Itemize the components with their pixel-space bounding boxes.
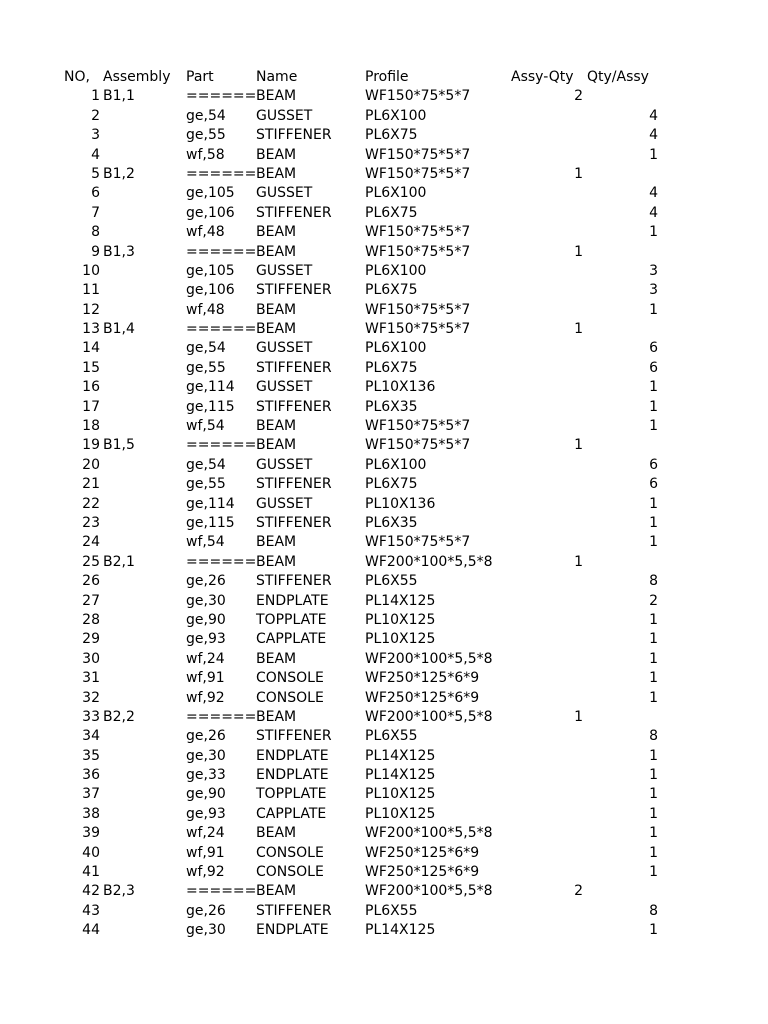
cell-assembly: B1,1: [103, 88, 135, 105]
cell-name: BEAM: [256, 418, 297, 435]
table-row: [0, 436, 768, 455]
cell-qty-per-assy: 1: [649, 650, 658, 667]
table-row: [0, 882, 768, 901]
cell-no: 2: [91, 107, 100, 124]
cell-name: TOPPLATE: [256, 611, 327, 628]
cell-name: ENDPLATE: [256, 922, 329, 939]
cell-no: 1: [91, 88, 100, 105]
cell-name: STIFFENER: [256, 728, 332, 745]
cell-no: 42: [82, 883, 100, 900]
table-row: [0, 902, 768, 921]
cell-part: ge,54: [186, 456, 226, 473]
cell-part: ge,30: [186, 592, 226, 609]
table-row: [0, 184, 768, 203]
table-row: [0, 572, 768, 591]
cell-qty-per-assy: 2: [649, 592, 658, 609]
cell-part: ge,26: [186, 573, 226, 590]
table-row: [0, 785, 768, 804]
cell-no: 4: [91, 146, 100, 163]
cell-name: STIFFENER: [256, 204, 332, 221]
cell-qty-per-assy: 4: [649, 185, 658, 202]
cell-assy-qty: 1: [574, 321, 583, 338]
cell-no: 30: [82, 650, 100, 667]
cell-part: wf,54: [186, 534, 225, 551]
cell-qty-per-assy: 4: [649, 204, 658, 221]
cell-no: 19: [82, 437, 100, 454]
cell-part: ge,54: [186, 107, 226, 124]
parts-list: [0, 68, 768, 941]
cell-profile: WF200*100*5,5*8: [365, 883, 493, 900]
table-body: [0, 87, 768, 940]
cell-part: ge,26: [186, 728, 226, 745]
cell-profile: WF150*75*5*7: [365, 418, 471, 435]
cell-name: STIFFENER: [256, 514, 332, 531]
cell-no: 18: [82, 418, 100, 435]
cell-name: CAPPLATE: [256, 805, 327, 822]
cell-part: wf,48: [186, 224, 225, 241]
cell-qty-per-assy: 1: [649, 418, 658, 435]
cell-no: 44: [82, 922, 100, 939]
cell-profile: PL10X136: [365, 379, 436, 396]
table-row: [0, 708, 768, 727]
cell-assembly: B1,3: [103, 243, 135, 260]
header-name: Name: [256, 69, 298, 85]
cell-name: GUSSET: [256, 456, 313, 473]
cell-profile: WF150*75*5*7: [365, 534, 471, 551]
cell-name: BEAM: [256, 301, 297, 318]
cell-part: ge,54: [186, 340, 226, 357]
cell-part: wf,24: [186, 825, 225, 842]
cell-profile: PL6X100: [365, 262, 427, 279]
cell-part: wf,54: [186, 418, 225, 435]
cell-qty-per-assy: 1: [649, 398, 658, 415]
cell-name: BEAM: [256, 243, 297, 260]
cell-assembly: B2,2: [103, 708, 135, 725]
cell-part: ge,33: [186, 767, 226, 784]
cell-name: ENDPLATE: [256, 767, 329, 784]
table-row: [0, 107, 768, 126]
cell-profile: PL14X125: [365, 767, 436, 784]
cell-profile: WF200*100*5,5*8: [365, 553, 493, 570]
cell-name: BEAM: [256, 534, 297, 551]
cell-name: CONSOLE: [256, 670, 324, 687]
table-row: [0, 824, 768, 843]
cell-no: 43: [82, 902, 100, 919]
cell-name: BEAM: [256, 224, 297, 241]
cell-part: ge,90: [186, 786, 226, 803]
table-row: [0, 281, 768, 300]
table-row: [0, 747, 768, 766]
cell-no: 25: [82, 553, 100, 570]
cell-no: 17: [82, 398, 100, 415]
table-row: [0, 301, 768, 320]
table-row: [0, 805, 768, 824]
cell-profile: PL6X100: [365, 107, 427, 124]
table-row: [0, 204, 768, 223]
table-row: [0, 611, 768, 630]
cell-name: GUSSET: [256, 185, 313, 202]
cell-part: wf,48: [186, 301, 225, 318]
cell-no: 38: [82, 805, 100, 822]
cell-no: 31: [82, 670, 100, 687]
cell-profile: PL6X75: [365, 127, 418, 144]
cell-name: BEAM: [256, 825, 297, 842]
cell-qty-per-assy: 1: [649, 747, 658, 764]
table-row: [0, 630, 768, 649]
cell-part: wf,24: [186, 650, 225, 667]
cell-name: STIFFENER: [256, 359, 332, 376]
cell-name: BEAM: [256, 650, 297, 667]
table-row: [0, 495, 768, 514]
table-row: [0, 533, 768, 552]
cell-no: 8: [91, 224, 100, 241]
cell-name: ENDPLATE: [256, 747, 329, 764]
cell-no: 13: [82, 321, 100, 338]
cell-qty-per-assy: 1: [649, 631, 658, 648]
cell-name: GUSSET: [256, 379, 313, 396]
cell-name: BEAM: [256, 708, 297, 725]
cell-assembly: B1,5: [103, 437, 135, 454]
cell-name: GUSSET: [256, 495, 313, 512]
cell-name: STIFFENER: [256, 398, 332, 415]
cell-profile: PL6X55: [365, 573, 418, 590]
cell-qty-per-assy: 1: [649, 844, 658, 861]
cell-profile: PL6X75: [365, 476, 418, 493]
cell-qty-per-assy: 1: [649, 825, 658, 842]
cell-name: GUSSET: [256, 107, 313, 124]
table-row: [0, 650, 768, 669]
cell-name: BEAM: [256, 165, 297, 182]
cell-part: ge,115: [186, 514, 235, 531]
table-row: [0, 921, 768, 940]
header-assembly: Assembly: [103, 69, 171, 85]
cell-qty-per-assy: 1: [649, 864, 658, 881]
cell-name: TOPPLATE: [256, 786, 327, 803]
cell-no: 23: [82, 514, 100, 531]
cell-qty-per-assy: 4: [649, 107, 658, 124]
table-row: [0, 359, 768, 378]
cell-name: STIFFENER: [256, 573, 332, 590]
cell-part: ge,90: [186, 611, 226, 628]
table-row: [0, 475, 768, 494]
cell-profile: WF200*100*5,5*8: [365, 650, 493, 667]
cell-qty-per-assy: 1: [649, 805, 658, 822]
cell-profile: WF250*125*6*9: [365, 670, 480, 687]
cell-qty-per-assy: 6: [649, 359, 658, 376]
cell-profile: PL6X35: [365, 398, 418, 415]
cell-profile: PL6X75: [365, 282, 418, 299]
cell-qty-per-assy: 1: [649, 922, 658, 939]
cell-profile: WF150*75*5*7: [365, 301, 471, 318]
header-profile: Profile: [365, 69, 409, 85]
header-part: Part: [186, 69, 214, 85]
cell-part: wf,92: [186, 689, 225, 706]
cell-part: wf,91: [186, 844, 225, 861]
cell-no: 41: [82, 864, 100, 881]
cell-qty-per-assy: 4: [649, 127, 658, 144]
cell-no: 33: [82, 708, 100, 725]
cell-part: ======: [186, 243, 257, 260]
cell-qty-per-assy: 1: [649, 786, 658, 803]
cell-no: 40: [82, 844, 100, 861]
cell-name: BEAM: [256, 553, 297, 570]
cell-assy-qty: 1: [574, 165, 583, 182]
cell-qty-per-assy: 1: [649, 611, 658, 628]
cell-part: ======: [186, 437, 257, 454]
header-assy-qty: Assy-Qty: [511, 69, 574, 85]
cell-qty-per-assy: 1: [649, 495, 658, 512]
cell-part: ge,105: [186, 262, 235, 279]
cell-name: BEAM: [256, 146, 297, 163]
table-row: [0, 727, 768, 746]
cell-qty-per-assy: 1: [649, 767, 658, 784]
cell-part: ge,55: [186, 127, 226, 144]
cell-qty-per-assy: 1: [649, 224, 658, 241]
cell-no: 11: [82, 282, 100, 299]
cell-part: ge,106: [186, 282, 235, 299]
cell-name: GUSSET: [256, 340, 313, 357]
cell-name: STIFFENER: [256, 902, 332, 919]
cell-profile: PL6X55: [365, 728, 418, 745]
table-row: [0, 689, 768, 708]
cell-profile: PL14X125: [365, 592, 436, 609]
cell-name: BEAM: [256, 88, 297, 105]
cell-profile: WF200*100*5,5*8: [365, 825, 493, 842]
cell-qty-per-assy: 1: [649, 514, 658, 531]
cell-qty-per-assy: 8: [649, 902, 658, 919]
table-row: [0, 243, 768, 262]
cell-no: 26: [82, 573, 100, 590]
cell-name: CONSOLE: [256, 844, 324, 861]
cell-no: 21: [82, 476, 100, 493]
cell-qty-per-assy: 1: [649, 379, 658, 396]
cell-name: CONSOLE: [256, 689, 324, 706]
cell-profile: WF250*125*6*9: [365, 689, 480, 706]
cell-assembly: B2,1: [103, 553, 135, 570]
table-row: [0, 398, 768, 417]
cell-profile: PL6X100: [365, 185, 427, 202]
cell-no: 6: [91, 185, 100, 202]
header-no: NO,: [64, 69, 90, 85]
cell-name: CAPPLATE: [256, 631, 327, 648]
cell-assembly: B1,4: [103, 321, 135, 338]
cell-name: GUSSET: [256, 262, 313, 279]
cell-assy-qty: 2: [574, 883, 583, 900]
table-row: [0, 126, 768, 145]
table-row: [0, 146, 768, 165]
table-row: [0, 456, 768, 475]
cell-profile: PL10X136: [365, 495, 436, 512]
cell-no: 24: [82, 534, 100, 551]
cell-qty-per-assy: 1: [649, 301, 658, 318]
table-row: [0, 514, 768, 533]
cell-no: 34: [82, 728, 100, 745]
cell-profile: PL6X75: [365, 204, 418, 221]
cell-no: 36: [82, 767, 100, 784]
table-row: [0, 223, 768, 242]
cell-name: BEAM: [256, 321, 297, 338]
cell-no: 9: [91, 243, 100, 260]
cell-name: BEAM: [256, 437, 297, 454]
cell-qty-per-assy: 6: [649, 340, 658, 357]
cell-profile: PL14X125: [365, 922, 436, 939]
cell-no: 22: [82, 495, 100, 512]
cell-profile: PL6X100: [365, 456, 427, 473]
cell-profile: PL6X35: [365, 514, 418, 531]
cell-profile: PL10X125: [365, 805, 436, 822]
cell-qty-per-assy: 1: [649, 689, 658, 706]
table-row: [0, 417, 768, 436]
cell-part: wf,91: [186, 670, 225, 687]
cell-part: ge,30: [186, 747, 226, 764]
header-qty-per-assy: Qty/Assy: [587, 69, 649, 85]
cell-qty-per-assy: 1: [649, 670, 658, 687]
table-row: [0, 844, 768, 863]
cell-profile: PL6X55: [365, 902, 418, 919]
cell-name: STIFFENER: [256, 127, 332, 144]
cell-part: ge,115: [186, 398, 235, 415]
cell-assy-qty: 2: [574, 88, 583, 105]
cell-part: ======: [186, 321, 257, 338]
cell-part: ======: [186, 165, 257, 182]
cell-no: 16: [82, 379, 100, 396]
cell-part: ======: [186, 553, 257, 570]
cell-profile: PL10X125: [365, 611, 436, 628]
cell-no: 10: [82, 262, 100, 279]
table-row: [0, 378, 768, 397]
cell-qty-per-assy: 8: [649, 573, 658, 590]
table-row: [0, 165, 768, 184]
cell-qty-per-assy: 8: [649, 728, 658, 745]
cell-profile: WF150*75*5*7: [365, 224, 471, 241]
cell-assembly: B1,2: [103, 165, 135, 182]
cell-part: ge,93: [186, 631, 226, 648]
cell-no: 39: [82, 825, 100, 842]
cell-name: ENDPLATE: [256, 592, 329, 609]
cell-assy-qty: 1: [574, 437, 583, 454]
cell-name: BEAM: [256, 883, 297, 900]
cell-no: 5: [91, 165, 100, 182]
cell-assy-qty: 1: [574, 553, 583, 570]
cell-part: ge,26: [186, 902, 226, 919]
cell-profile: WF250*125*6*9: [365, 844, 480, 861]
cell-name: STIFFENER: [256, 476, 332, 493]
table-row: [0, 87, 768, 106]
cell-profile: WF150*75*5*7: [365, 243, 471, 260]
cell-profile: WF200*100*5,5*8: [365, 708, 493, 725]
cell-profile: WF150*75*5*7: [365, 321, 471, 338]
cell-part: ge,30: [186, 922, 226, 939]
cell-name: CONSOLE: [256, 864, 324, 881]
cell-qty-per-assy: 3: [649, 262, 658, 279]
cell-part: ge,114: [186, 495, 235, 512]
cell-profile: PL14X125: [365, 747, 436, 764]
cell-qty-per-assy: 3: [649, 282, 658, 299]
cell-part: ge,105: [186, 185, 235, 202]
cell-profile: WF250*125*6*9: [365, 864, 480, 881]
cell-qty-per-assy: 6: [649, 476, 658, 493]
table-row: [0, 592, 768, 611]
table-header: [0, 68, 768, 87]
cell-part: ge,93: [186, 805, 226, 822]
cell-part: ge,114: [186, 379, 235, 396]
cell-no: 28: [82, 611, 100, 628]
cell-profile: WF150*75*5*7: [365, 146, 471, 163]
cell-part: ======: [186, 88, 257, 105]
cell-no: 15: [82, 359, 100, 376]
table-row: [0, 320, 768, 339]
cell-profile: PL10X125: [365, 786, 436, 803]
table-row: [0, 863, 768, 882]
cell-name: STIFFENER: [256, 282, 332, 299]
cell-no: 35: [82, 747, 100, 764]
cell-no: 20: [82, 456, 100, 473]
cell-part: wf,58: [186, 146, 225, 163]
cell-profile: PL6X75: [365, 359, 418, 376]
cell-assy-qty: 1: [574, 243, 583, 260]
cell-assembly: B2,3: [103, 883, 135, 900]
cell-no: 12: [82, 301, 100, 318]
table-row: [0, 766, 768, 785]
cell-qty-per-assy: 1: [649, 534, 658, 551]
cell-no: 32: [82, 689, 100, 706]
cell-no: 7: [91, 204, 100, 221]
cell-no: 3: [91, 127, 100, 144]
cell-assy-qty: 1: [574, 708, 583, 725]
cell-part: wf,92: [186, 864, 225, 881]
cell-no: 29: [82, 631, 100, 648]
cell-qty-per-assy: 6: [649, 456, 658, 473]
table-row: [0, 669, 768, 688]
cell-no: 37: [82, 786, 100, 803]
cell-profile: PL6X100: [365, 340, 427, 357]
cell-profile: WF150*75*5*7: [365, 88, 471, 105]
cell-part: ge,55: [186, 476, 226, 493]
cell-profile: WF150*75*5*7: [365, 165, 471, 182]
cell-profile: PL10X125: [365, 631, 436, 648]
cell-qty-per-assy: 1: [649, 146, 658, 163]
cell-part: ======: [186, 708, 257, 725]
table-row: [0, 339, 768, 358]
table-row: [0, 553, 768, 572]
cell-no: 27: [82, 592, 100, 609]
table-row: [0, 262, 768, 281]
cell-part: ge,55: [186, 359, 226, 376]
cell-part: ge,106: [186, 204, 235, 221]
cell-part: ======: [186, 883, 257, 900]
cell-profile: WF150*75*5*7: [365, 437, 471, 454]
cell-no: 14: [82, 340, 100, 357]
